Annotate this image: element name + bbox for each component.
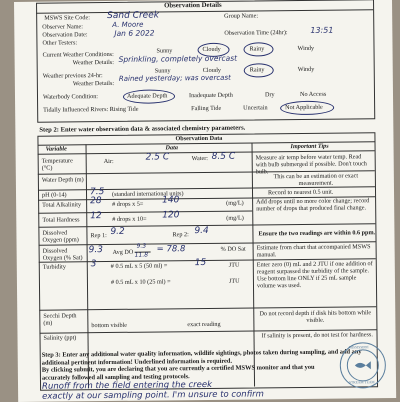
depth-label: Water Depth (m) — [41, 176, 84, 184]
weather-details-label: Weather Details: — [72, 58, 114, 67]
prev-option-cloudy[interactable]: Cloudy — [202, 66, 222, 75]
waterbody-option-dry[interactable]: Dry — [264, 91, 275, 99]
step3-instructions: Step 3: Enter any additional water quality information, wildlife sightings, photos taken during sampling, and add any additional pertinent information! Underlined information is required. — [41, 348, 362, 367]
alk-label: Total Alkalinity — [42, 201, 82, 209]
dosat-label: Dissolved Oxygen (% Sat) — [42, 247, 83, 262]
current-weather-label: Current Weather Conditions: — [42, 50, 114, 59]
dosat-tip: Estimate from chart that accompanied MSWS manual. — [256, 243, 371, 259]
turb-value[interactable]: 3 — [90, 259, 97, 270]
step3-declaration: By clicking submit, you are declaring that you are currently a certified MSWS monitor and that you accurately followed all sampling and testing protocols. — [41, 363, 315, 382]
weather-option-rainy[interactable]: Rainy — [249, 45, 265, 53]
obs-date-label: Observation Date: — [42, 31, 88, 39]
prev-option-sunny[interactable]: Sunny — [154, 67, 171, 75]
datasheet — [14, 0, 396, 402]
observer-name-value[interactable]: A. Moore — [112, 20, 144, 29]
fraction-bottom[interactable]: 11.8 — [134, 251, 149, 259]
turb-line1: # 0.5 mL x 5 (50 ml) = — [110, 262, 168, 270]
alk-value[interactable]: 28 — [90, 196, 102, 207]
site-code-value[interactable]: Sand Creek — [107, 10, 159, 22]
col-variable: Variable — [45, 145, 67, 153]
salinity-tip: If salinity is present, do not test for hardness. — [261, 331, 373, 340]
hardness-tip: Add drops until no more color change; record number of drops that produced final change. — [256, 197, 370, 213]
ph-value[interactable]: 7.5 — [89, 187, 105, 198]
waterbody-option-inadequate[interactable]: Inadequate Depth — [188, 91, 233, 100]
water-label: Water: — [191, 154, 209, 163]
rep1-label: Rep 1: — [90, 232, 107, 240]
water-value[interactable]: 8.5 C — [211, 151, 236, 162]
site-code-label: MSWS Site Code: — [44, 14, 90, 22]
secchi-option-bottom[interactable]: bottom visible — [91, 321, 128, 330]
waterbody-option-no-access[interactable]: No Access — [299, 90, 327, 98]
dosat-unit: % DO Sat — [220, 245, 246, 253]
prev-option-windy[interactable]: Windy — [297, 65, 315, 74]
notes-line-2[interactable]: exactly at our sampling point. I'm unsure to confirm — [42, 389, 264, 402]
waterbody-option-adequate[interactable]: Adequate Depth — [126, 92, 168, 100]
tidal-option-na[interactable]: Not Applicable — [285, 103, 323, 112]
seal-inner-ring — [347, 349, 379, 381]
alk-result[interactable]: 140 — [162, 195, 180, 206]
tidal-option-uncertain[interactable]: Uncertain — [243, 104, 268, 112]
turb-unit: JTU — [228, 261, 240, 269]
tidal-label: Tidally Influenced Rivers: Rising Tide — [43, 105, 139, 114]
prev-option-rainy[interactable]: Rainy — [249, 66, 265, 74]
notes-line-1[interactable]: Runoff from the field entering the creek — [41, 379, 213, 392]
ph-units: (standard international units) — [111, 190, 184, 198]
col-data: Data — [165, 144, 178, 152]
secchi-tip: Do not record depth if disk hits bottom while visible. — [259, 309, 372, 325]
weather-option-windy[interactable]: Windy — [297, 44, 315, 53]
weather-option-cloudy[interactable]: Cloudy — [202, 45, 221, 54]
prev-weather-label: Weather previous 24-hr: — [42, 72, 103, 80]
seal-bottom-text: STREAM TEAM — [348, 380, 375, 385]
ph-label: pH (0-14) — [41, 191, 67, 199]
rep1-value[interactable]: 9.2 — [110, 226, 125, 237]
rep2-value[interactable]: 9.4 — [194, 225, 209, 237]
obs-date-value[interactable]: Jan 6 2022 — [114, 28, 155, 38]
section-title: Observation Details — [164, 1, 222, 10]
do-tip: Ensure the two readings are within 0.6 ppm. — [258, 229, 376, 238]
temp-tip: Measure air temp before water temp. Read with bulb submerged if possible. Don't touch bulb. — [255, 153, 367, 176]
table-title: Observation Data — [175, 134, 223, 143]
turb-label: Turbidity — [42, 263, 66, 271]
hard-value[interactable]: 12 — [90, 211, 102, 222]
temp-label: Temperature (°C) — [41, 157, 73, 172]
observer-name-label: Observer Name: — [42, 23, 84, 31]
do-label: Dissolved Oxygen (ppm) — [42, 229, 79, 244]
hard-result[interactable]: 120 — [162, 210, 180, 221]
alk-drops: # drops x 5= — [112, 200, 144, 208]
hard-unit: (mg/L) — [226, 214, 244, 222]
weather-option-sunny[interactable]: Sunny — [156, 47, 173, 55]
hard-drops: # drops x 10= — [112, 215, 147, 223]
mississippi-stream-team-seal — [340, 342, 386, 388]
secchi-label: Secchi Depth (m) — [43, 312, 77, 327]
waterbody-label: Waterbody Condition: — [42, 93, 99, 101]
group-name-label: Group Name: — [224, 12, 259, 20]
seal-top-text: MISSISSIPPI — [348, 345, 369, 350]
salinity-label: Salinity (ppt) — [43, 334, 77, 342]
step2-heading: Step 2: Enter water observation data & associated chemistry parameters. — [39, 124, 246, 134]
fish-icon — [354, 360, 372, 370]
other-testers-label: Other Testers: — [42, 39, 78, 47]
avg-do-label: Avg DO — [112, 248, 134, 256]
dosat-result[interactable]: = 78.8 — [156, 244, 186, 255]
turb-line2: # 0.5 mL x 10 (25 ml) = — [110, 278, 171, 286]
dosat-value[interactable]: 9.3 — [88, 245, 103, 256]
turb-result[interactable]: 15 — [194, 257, 207, 269]
air-value[interactable]: 2.5 C — [145, 152, 170, 163]
tidal-option-falling[interactable]: Falling Tide — [191, 104, 222, 113]
fraction-top[interactable]: 9.3 — [136, 242, 147, 250]
turb-tip: Enter zero (0) mL and 2 JTU if one addition of reagent surpassed the turbidity of the sample. Use bottom line ONLY if 25 mL sample volume was used. — [256, 260, 373, 290]
alk-unit: (mg/L) — [226, 199, 244, 207]
obs-time-label: Observation Time (24hr): — [224, 29, 288, 37]
prev-weather-details-label: Weather Details: — [72, 79, 115, 88]
hard-label: Total Hardness — [42, 216, 80, 224]
air-label: Air: — [103, 157, 114, 166]
turb-unit2: JTU — [228, 277, 240, 285]
prev-weather-details-value[interactable]: Rained yesterday; was overcast — [118, 73, 231, 83]
ph-tip: Record to nearest 0.5 unit. — [267, 188, 334, 197]
obs-time-value[interactable]: 13:51 — [310, 25, 334, 35]
weather-details-value[interactable]: Sprinkling, completely overcast — [118, 53, 238, 64]
col-tips: Important Tips — [290, 142, 329, 151]
secchi-option-exact[interactable]: exact reading — [187, 320, 221, 329]
rep2-label: Rep 2: — [172, 231, 189, 239]
depth-tip: This can be an estimation or exact measurement. — [273, 172, 359, 188]
